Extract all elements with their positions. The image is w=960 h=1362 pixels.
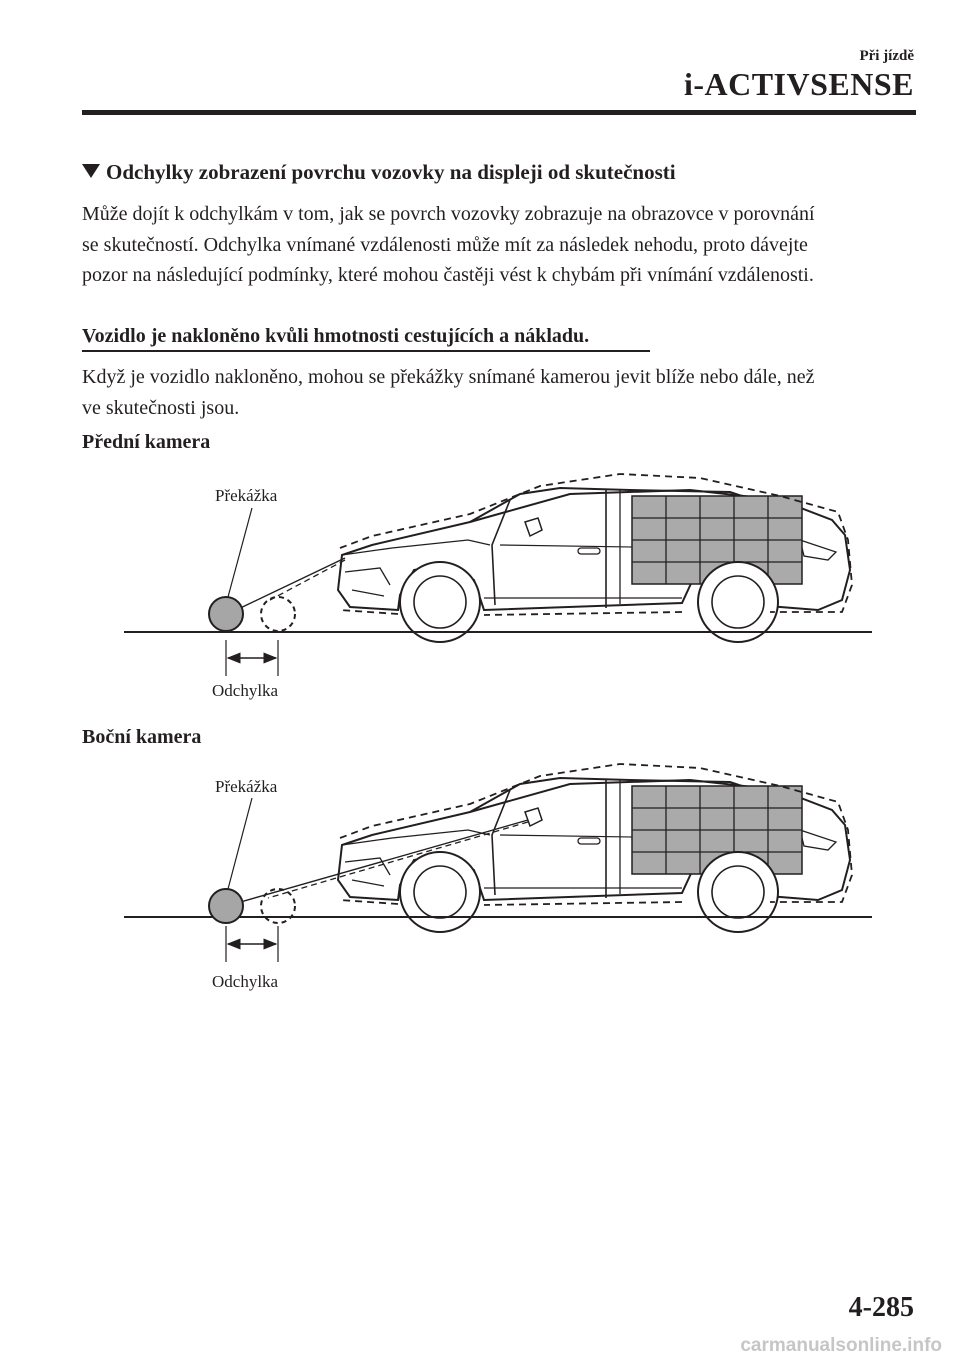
paragraph-line: se skutečností. Odchylka vnímané vzdálenosti může mít za následek nehodu, proto dávejte	[82, 233, 808, 256]
front-camera-title: Přední kamera	[82, 431, 211, 453]
side-obstacle-label: Překážka	[215, 777, 278, 796]
front-obstacle-label: Překážka	[215, 486, 278, 505]
front-camera-diagram	[124, 474, 872, 676]
sight-line	[232, 558, 345, 612]
side-camera-title: Boční kamera	[82, 726, 202, 748]
subheading: Vozidlo je nakloněno kvůli hmotnosti cestujících a nákladu.	[82, 325, 590, 347]
paragraph-line: ve skutečnosti jsou.	[82, 396, 240, 419]
section-title: Při jízdě	[859, 48, 914, 64]
chapter-title: i-ACTIVSENSE	[683, 66, 914, 102]
paragraph-line: Může dojít k odchylkám v tom, jak se povrch vozovky zobrazuje na obrazovce v porovnání	[82, 203, 815, 225]
page-number: 4-285	[848, 1292, 914, 1323]
leader-line	[228, 508, 252, 597]
obstacle-actual	[209, 889, 243, 923]
obstacle-perceived	[261, 597, 295, 631]
paragraph-line: pozor na následující podmínky, které mohou častěji vést k chybám při vnímání vzdálenosti.	[82, 264, 814, 286]
front-deviation-label: Odchylka	[212, 681, 279, 700]
leader-line	[228, 798, 252, 889]
obstacle-actual	[209, 597, 243, 631]
sight-line-dashed	[270, 560, 345, 600]
side-camera-diagram	[124, 764, 872, 962]
paragraph-line: Když je vozidlo nakloněno, mohou se překážky snímané kamerou jevit blíže nebo dále, než	[82, 366, 815, 388]
side-deviation-label: Odchylka	[212, 972, 279, 991]
watermark: carmanualsonline.info	[740, 1335, 942, 1356]
section-heading-text: Odchylky zobrazení povrchu vozovky na displeji od skutečnosti	[106, 160, 676, 184]
